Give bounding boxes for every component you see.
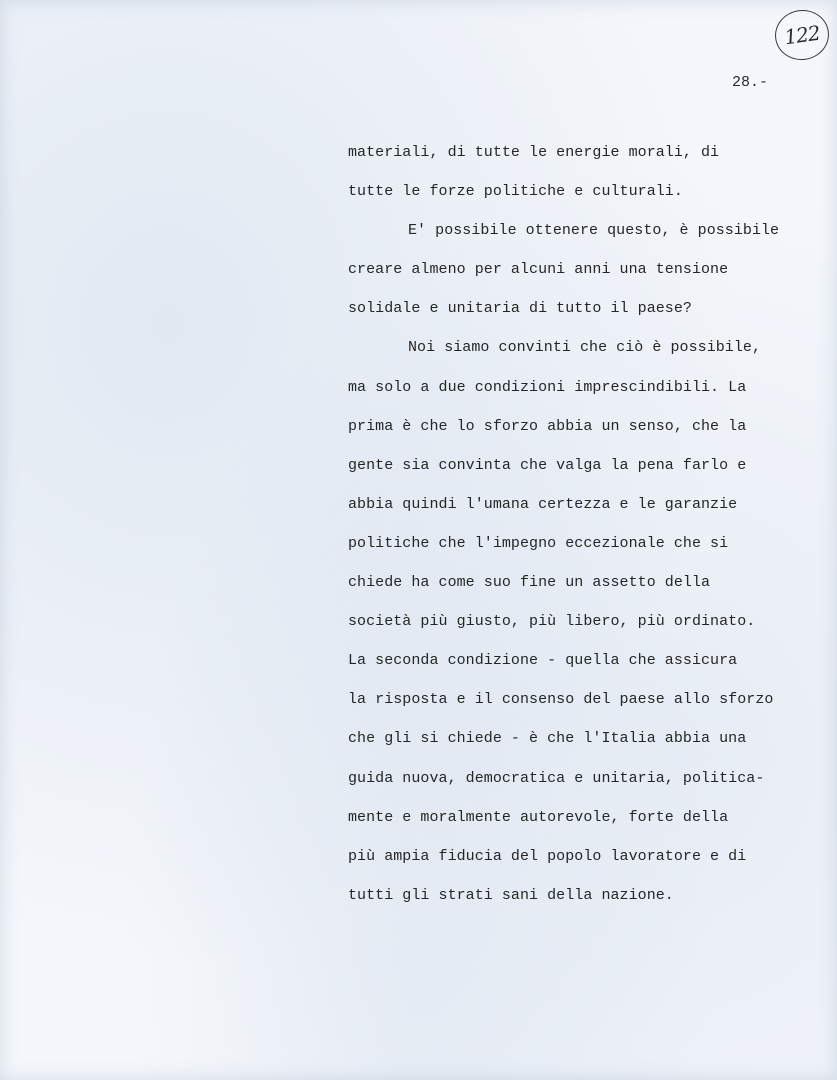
text-line: società più giusto, più libero, più ordinato. xyxy=(348,613,756,631)
text-line: più ampia fiducia del popolo lavoratore e di xyxy=(348,847,747,865)
text-line: Noi siamo convinti che ciò è possibile, xyxy=(408,339,762,357)
text-line: chiede ha come suo fine un assetto della xyxy=(348,574,711,592)
archive-number-stamp xyxy=(772,6,832,63)
typed-text-body xyxy=(348,143,818,925)
stamp-number: 122 xyxy=(782,20,822,50)
text-line: mente e moralmente autorevole, forte della xyxy=(348,808,729,826)
text-line: creare almeno per alcuni anni una tensione xyxy=(348,261,729,279)
text-line: tutti gli strati sani della nazione. xyxy=(348,886,674,904)
text-line: politiche che l'impegno eccezionale che si xyxy=(348,534,729,552)
text-line: abbia quindi l'umana certezza e le garanzie xyxy=(348,495,738,513)
text-line: materiali, di tutte le energie morali, di xyxy=(348,144,720,161)
text-line: E' possibile ottenere questo, è possibile xyxy=(408,222,780,240)
text-line: tutte le forze politiche e culturali. xyxy=(348,183,683,201)
text-line: la risposta e il consenso del paese allo sforzo xyxy=(348,691,774,709)
text-line: prima è che lo sforzo abbia un senso, che la xyxy=(348,417,747,435)
text-line: guida nuova, democratica e unitaria, politica- xyxy=(348,769,765,787)
text-line: solidale e unitaria di tutto il paese? xyxy=(348,300,692,318)
text-line: La seconda condizione - quella che assicura xyxy=(348,652,738,670)
text-line: ma solo a due condizioni imprescindibili. La xyxy=(348,378,747,396)
text-line: che gli si chiede - è che l'Italia abbia una xyxy=(348,730,747,748)
page-number: 28.- xyxy=(732,74,769,91)
text-line: gente sia convinta che valga la pena farlo e xyxy=(348,456,747,474)
